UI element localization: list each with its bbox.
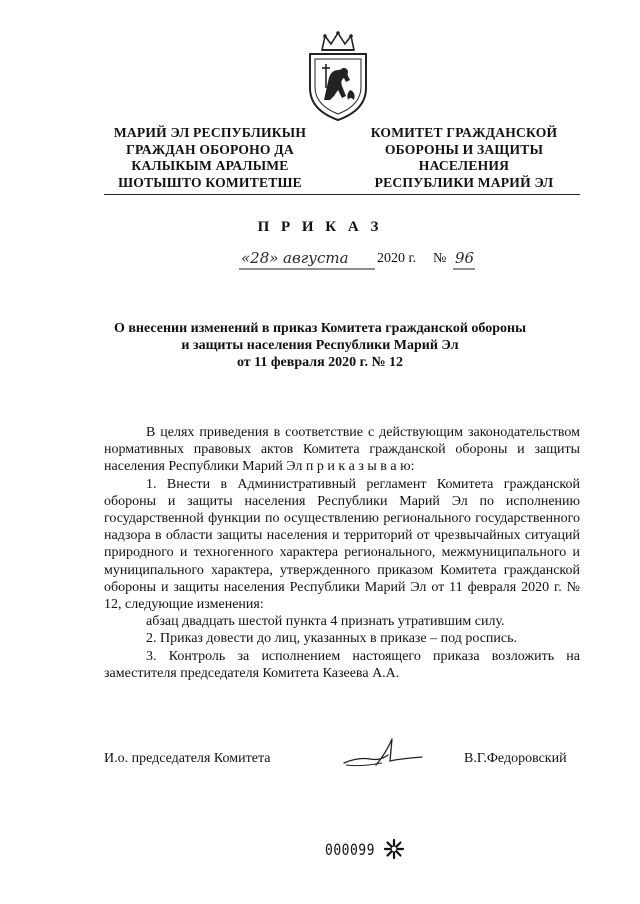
subject-line: и защиты населения Республики Марий Эл (181, 338, 459, 354)
header-right-line: РЕСПУБЛИКИ МАРИЙ ЭЛ (374, 174, 554, 190)
header-right-line: КОМИТЕТ ГРАЖДАНСКОЙ (370, 125, 558, 140)
header-left-line: ГРАЖДАН ОБОРОНО ДА (126, 141, 294, 157)
date-day: «28» (241, 249, 279, 267)
header-left-line: КАЛЫКЫМ АРАЛЫМЕ (131, 158, 289, 174)
order-body (104, 424, 580, 682)
header-marij-block (92, 125, 328, 191)
order-title: П Р И К А З (257, 219, 383, 235)
header-divider (104, 194, 580, 195)
handwritten-signature (336, 735, 426, 773)
signatory-position: И.о. председателя Комитета (104, 751, 271, 766)
asterisk-stamp-icon (383, 838, 405, 860)
number-label: № (433, 251, 447, 266)
header-russian-block (346, 125, 582, 191)
serial-number: 000099 (325, 841, 375, 860)
header-right-line: ОБОРОНЫ И ЗАЩИТЫ (384, 141, 544, 157)
item-2-paragraph: 2. Приказ довести до лиц, указанных в приказе – под роспись. (146, 631, 518, 647)
header-left-line: МАРИЙ ЭЛ РЕСПУБЛИКЫН (113, 125, 307, 140)
order-subject (60, 320, 580, 372)
date-year: 2020 г. (377, 251, 417, 266)
item-1-paragraph: 1. Внести в Административный регламент Комитета гражданской обороны и защиты населения Республики Марий Эл по исполнению государственной функции по осуществлению регионального государственного надзора в области защиты населения и территорий от чрезвычайных ситуаций природного и техногенного характера регионального, межмуниципального и муниципального характера, утвержденного приказом Комитета гражданской обороны и защиты населения Республики Марий Эл от 11 февраля 2020 г. № 12, следующие изменения: (104, 476, 580, 613)
header-right-line: НАСЕЛЕНИЯ (418, 158, 510, 174)
item-1-subparagraph: абзац двадцать шестой пункта 4 признать утратившим силу. (146, 614, 505, 630)
intro-paragraph: В целях приведения в соответствие с действующим законодательством нормативных правовых актов Комитета гражданской обороны и защиты населения Республики Марий Эл п р и к а з ы в а ю: (104, 425, 580, 475)
date-month: августа (283, 249, 349, 267)
coat-of-arms-emblem (300, 30, 376, 122)
header-left-line: ШОТЫШТО КОМИТЕТШЕ (118, 174, 302, 190)
subject-line: О внесении изменений в приказ Комитета гражданской обороны (113, 321, 526, 336)
item-3-paragraph: 3. Контроль за исполнением настоящего приказа возложить на заместителя председателя Комитета Казеева А.А. (104, 648, 580, 681)
order-date-line (225, 249, 525, 271)
subject-line: от 11 февраля 2020 г. № 12 (236, 355, 404, 371)
signatory-name: В.Г.Федоровский (464, 751, 567, 766)
order-number: 96 (455, 249, 475, 267)
